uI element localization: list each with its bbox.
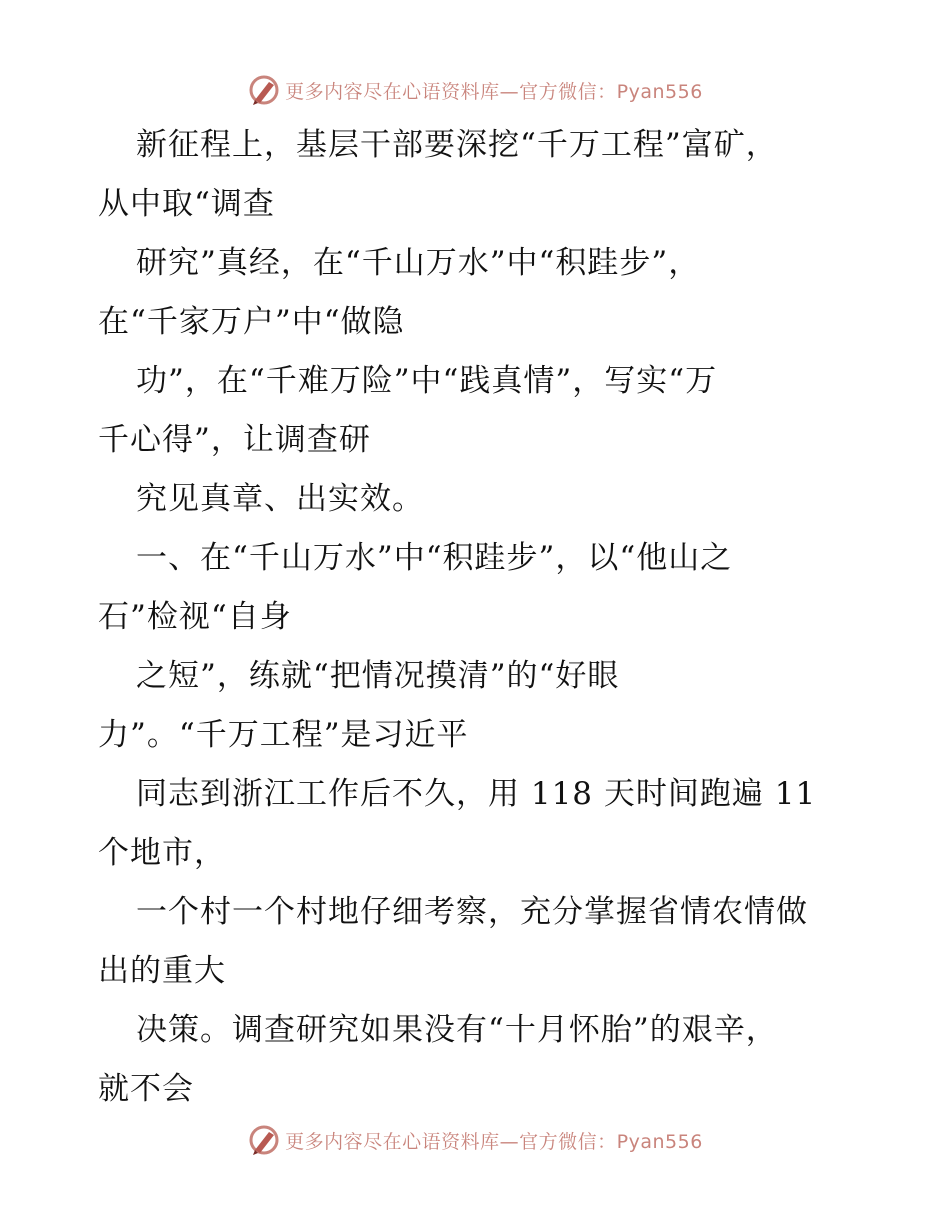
text-line: 就不会 [98,1071,194,1107]
text-line: 一个村一个村地仔细考察，充分掌握省情农情做 [136,894,808,930]
header-banner-text: 更多内容尽在心语资料库—官方微信：Pyan556 [285,80,703,103]
text-line: 同志到浙江工作后不久，用 118 天时间跑遍 11 [136,776,817,812]
pen-logo-icon [247,73,281,107]
text-line: 究见真章、出实效。 [136,481,424,517]
text-line: 力”。“千万工程”是习近平 [98,717,469,753]
text-line: 石”检视“自身 [98,599,292,635]
text-line: 个地市， [98,835,226,871]
text-line: 一、在“千山万水”中“积跬步”，以“他山之 [136,540,733,576]
text-line: 千心得”，让调查研 [98,422,371,458]
text-line: 决策。调查研究如果没有“十月怀胎”的艰辛， [136,1012,778,1048]
text-line: 功”，在“千难万险”中“践真情”，写实“万 [136,363,718,399]
footer-watermark-banner [0,1120,950,1160]
text-line: 之短”，练就“把情况摸清”的“好眼 [136,658,620,694]
document-body [98,116,858,1119]
text-line: 新征程上，基层干部要深挖“千万工程”富矿， [136,127,778,163]
text-line: 出的重大 [98,953,226,989]
text-line: 在“千家万户”中“做隐 [98,304,405,340]
header-watermark-banner [0,70,950,110]
pen-logo-icon [247,1123,281,1157]
text-line: 从中取“调查 [98,186,275,222]
text-line: 研究”真经，在“千山万水”中“积跬步”， [136,245,701,281]
footer-banner-text: 更多内容尽在心语资料库—官方微信：Pyan556 [285,1130,703,1153]
